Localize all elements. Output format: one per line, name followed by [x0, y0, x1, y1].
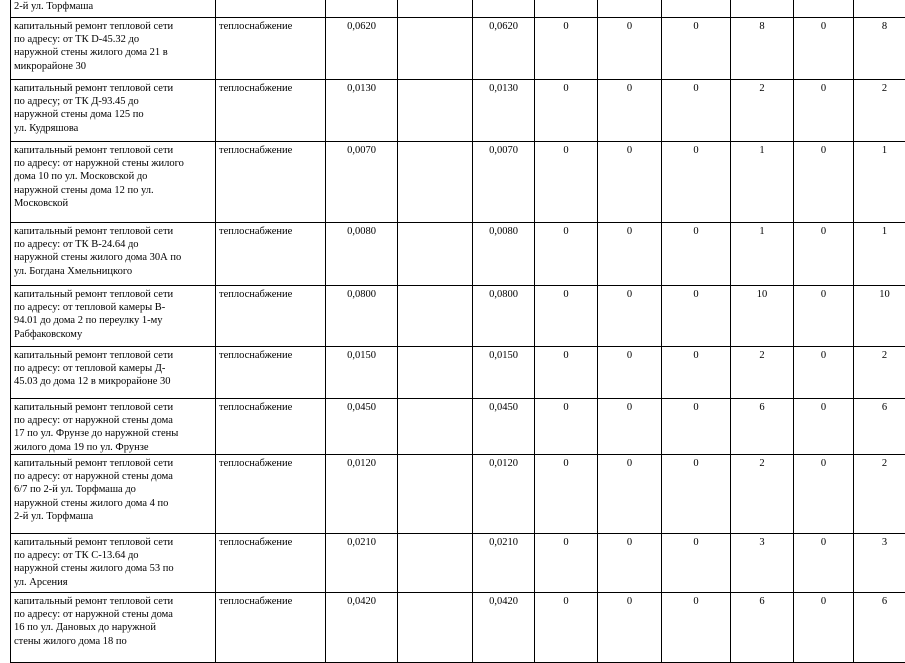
cell-v2	[398, 286, 473, 347]
cell-c2	[598, 0, 662, 18]
cell-c1: 0	[535, 534, 598, 593]
cell-description	[11, 347, 216, 399]
cell-kind: теплоснабжение	[216, 223, 326, 286]
description-line: капитальный ремонт тепловой сети	[14, 225, 212, 238]
cell-c3: 0	[662, 593, 731, 663]
table-row	[11, 593, 905, 663]
cell-c3: 0	[662, 347, 731, 399]
cell-description	[11, 80, 216, 142]
description-line: капитальный ремонт тепловой сети	[14, 82, 212, 95]
cell-v1: 0,0070	[326, 142, 398, 223]
cell-description	[11, 286, 216, 347]
cell-v2	[398, 80, 473, 142]
cell-c5: 0	[794, 593, 854, 663]
description-line: наружной стены жилого дома 30А по	[14, 251, 212, 264]
cell-c5: 0	[794, 286, 854, 347]
cell-c1: 0	[535, 347, 598, 399]
description-line: по адресу: от тепловой камеры В-	[14, 301, 212, 314]
cell-kind: теплоснабжение	[216, 534, 326, 593]
cell-v2	[398, 347, 473, 399]
cell-description	[11, 223, 216, 286]
table-row	[11, 18, 905, 80]
cell-c2: 0	[598, 455, 662, 534]
cell-v2	[398, 593, 473, 663]
cell-c3: 0	[662, 286, 731, 347]
cell-description	[11, 534, 216, 593]
description-line: капитальный ремонт тепловой сети	[14, 401, 212, 414]
cell-description	[11, 455, 216, 534]
table-row	[11, 80, 905, 142]
description-line: капитальный ремонт тепловой сети	[14, 20, 212, 33]
cell-description	[11, 593, 216, 663]
cell-kind: теплоснабжение	[216, 455, 326, 534]
description-line: по адресу: от наружной стены дома	[14, 470, 212, 483]
cell-kind: теплоснабжение	[216, 18, 326, 80]
cell-c1: 0	[535, 18, 598, 80]
cell-c6: 1	[854, 142, 905, 223]
cell-v1: 0,0420	[326, 593, 398, 663]
cell-v3: 0,0420	[473, 593, 535, 663]
cell-c3: 0	[662, 455, 731, 534]
cell-v2	[398, 534, 473, 593]
cell-kind: теплоснабжение	[216, 80, 326, 142]
cell-v1: 0,0150	[326, 347, 398, 399]
cell-c4: 1	[731, 223, 794, 286]
cell-v3: 0,0070	[473, 142, 535, 223]
description-line: по адресу: от ТК С-13.64 до	[14, 549, 212, 562]
cell-c3	[662, 0, 731, 18]
description-line: по адресу: от ТК D-45.32 до	[14, 33, 212, 46]
cell-v2	[398, 399, 473, 455]
description-line: 2-й ул. Торфмаша	[14, 0, 212, 13]
cell-c5: 0	[794, 534, 854, 593]
description-line: 2-й ул. Торфмаша	[14, 510, 212, 523]
cell-v3: 0,0800	[473, 286, 535, 347]
cell-c4	[731, 0, 794, 18]
cell-c2: 0	[598, 399, 662, 455]
cell-c5: 0	[794, 399, 854, 455]
cell-description	[11, 142, 216, 223]
cell-v1: 0,0080	[326, 223, 398, 286]
cell-kind	[216, 0, 326, 18]
description-line: по адресу: от наружной стены жилого	[14, 157, 212, 170]
cell-c6: 10	[854, 286, 905, 347]
cell-c6: 6	[854, 399, 905, 455]
cell-c1: 0	[535, 286, 598, 347]
cell-v3: 0,0210	[473, 534, 535, 593]
cell-v2	[398, 18, 473, 80]
cell-c6: 3	[854, 534, 905, 593]
cell-v1: 0,0120	[326, 455, 398, 534]
cell-c4: 2	[731, 80, 794, 142]
description-line: по адресу: от наружной стены дома	[14, 414, 212, 427]
cell-c4: 6	[731, 593, 794, 663]
cell-c3: 0	[662, 18, 731, 80]
cell-c4: 2	[731, 347, 794, 399]
cell-c4: 8	[731, 18, 794, 80]
description-line: 17 по ул. Фрунзе до наружной стены	[14, 427, 212, 440]
description-line: по адресу: от наружной стены дома	[14, 608, 212, 621]
cell-c5	[794, 0, 854, 18]
description-line: капитальный ремонт тепловой сети	[14, 457, 212, 470]
cell-description	[11, 399, 216, 455]
table-row	[11, 347, 905, 399]
cell-c5: 0	[794, 142, 854, 223]
cell-v2	[398, 0, 473, 18]
cell-c2: 0	[598, 18, 662, 80]
cell-description	[11, 18, 216, 80]
cell-v3	[473, 0, 535, 18]
cell-v3: 0,0450	[473, 399, 535, 455]
table-row	[11, 534, 905, 593]
description-line: капитальный ремонт тепловой сети	[14, 349, 212, 362]
cell-c4: 3	[731, 534, 794, 593]
description-line: наружной стены дома 125 по	[14, 108, 212, 121]
cell-kind: теплоснабжение	[216, 399, 326, 455]
cell-c3: 0	[662, 80, 731, 142]
cell-c2: 0	[598, 534, 662, 593]
cell-c6: 2	[854, 455, 905, 534]
cell-c4: 6	[731, 399, 794, 455]
table-row	[11, 223, 905, 286]
cell-c6	[854, 0, 905, 18]
description-line: 94.01 до дома 2 по переулку 1-му	[14, 314, 212, 327]
cell-c4: 10	[731, 286, 794, 347]
description-line: 45.03 до дома 12 в микрорайоне 30	[14, 375, 212, 388]
cell-c5: 0	[794, 455, 854, 534]
cell-v3: 0,0620	[473, 18, 535, 80]
cell-c6: 2	[854, 80, 905, 142]
cell-v2	[398, 223, 473, 286]
cell-c6: 8	[854, 18, 905, 80]
cell-c4: 2	[731, 455, 794, 534]
cell-v1: 0,0130	[326, 80, 398, 142]
cell-v3: 0,0130	[473, 80, 535, 142]
description-line: капитальный ремонт тепловой сети	[14, 536, 212, 549]
table-row	[11, 286, 905, 347]
cell-c3: 0	[662, 142, 731, 223]
cell-kind: теплоснабжение	[216, 593, 326, 663]
cell-c5: 0	[794, 80, 854, 142]
cell-c3: 0	[662, 223, 731, 286]
table-row	[11, 455, 905, 534]
description-line: жилого дома 19 по ул. Фрунзе	[14, 441, 212, 454]
cell-c1	[535, 0, 598, 18]
cell-v1: 0,0210	[326, 534, 398, 593]
cell-v1: 0,0620	[326, 18, 398, 80]
cell-c3: 0	[662, 534, 731, 593]
cell-c6: 1	[854, 223, 905, 286]
cell-c1: 0	[535, 80, 598, 142]
cell-kind: теплоснабжение	[216, 347, 326, 399]
description-line: наружной стены жилого дома 53 по	[14, 562, 212, 575]
cell-description	[11, 0, 216, 18]
description-line: Московской	[14, 197, 212, 210]
cell-c5: 0	[794, 223, 854, 286]
cell-c2: 0	[598, 223, 662, 286]
cell-c2: 0	[598, 80, 662, 142]
cell-c5: 0	[794, 18, 854, 80]
description-line: ул. Арсения	[14, 576, 212, 589]
cell-c6: 2	[854, 347, 905, 399]
cell-v2	[398, 142, 473, 223]
table-row	[11, 142, 905, 223]
description-line: капитальный ремонт тепловой сети	[14, 144, 212, 157]
cell-c3: 0	[662, 399, 731, 455]
description-line: наружной стены дома 12 по ул.	[14, 184, 212, 197]
cell-v2	[398, 455, 473, 534]
description-line: по адресу: от ТК В-24.64 до	[14, 238, 212, 251]
description-line: стены жилого дома 18 по	[14, 635, 212, 648]
cell-v1	[326, 0, 398, 18]
cell-c2: 0	[598, 593, 662, 663]
description-line: по адресу: от тепловой камеры Д-	[14, 362, 212, 375]
cell-kind: теплоснабжение	[216, 286, 326, 347]
description-line: капитальный ремонт тепловой сети	[14, 288, 212, 301]
cell-c2: 0	[598, 286, 662, 347]
description-line: по адресу; от ТК Д-93.45 до	[14, 95, 212, 108]
cell-kind: теплоснабжение	[216, 142, 326, 223]
cell-v3: 0,0150	[473, 347, 535, 399]
cell-v3: 0,0080	[473, 223, 535, 286]
cell-c1: 0	[535, 399, 598, 455]
cell-c4: 1	[731, 142, 794, 223]
description-line: микрорайоне 30	[14, 60, 212, 73]
cell-c2: 0	[598, 142, 662, 223]
description-line: 16 по ул. Дановых до наружной	[14, 621, 212, 634]
cell-c1: 0	[535, 223, 598, 286]
cell-v1: 0,0450	[326, 399, 398, 455]
cell-c6: 6	[854, 593, 905, 663]
cell-v3: 0,0120	[473, 455, 535, 534]
cell-c1: 0	[535, 455, 598, 534]
description-line: Рабфаковскому	[14, 328, 212, 341]
description-line: капитальный ремонт тепловой сети	[14, 595, 212, 608]
cell-c1: 0	[535, 593, 598, 663]
heating-repair-table	[10, 0, 905, 663]
description-line: дома 10 по ул. Московской до	[14, 170, 212, 183]
table-row	[11, 399, 905, 455]
cell-c1: 0	[535, 142, 598, 223]
cell-c2: 0	[598, 347, 662, 399]
cell-c5: 0	[794, 347, 854, 399]
description-line: ул. Богдана Хмельницкого	[14, 265, 212, 278]
table-body	[11, 0, 905, 663]
description-line: 6/7 по 2-й ул. Торфмаша до	[14, 483, 212, 496]
description-line: наружной стены жилого дома 4 по	[14, 497, 212, 510]
table-row	[11, 0, 905, 18]
description-line: наружной стены жилого дома 21 в	[14, 46, 212, 59]
description-line: ул. Кудряшова	[14, 122, 212, 135]
cell-v1: 0,0800	[326, 286, 398, 347]
